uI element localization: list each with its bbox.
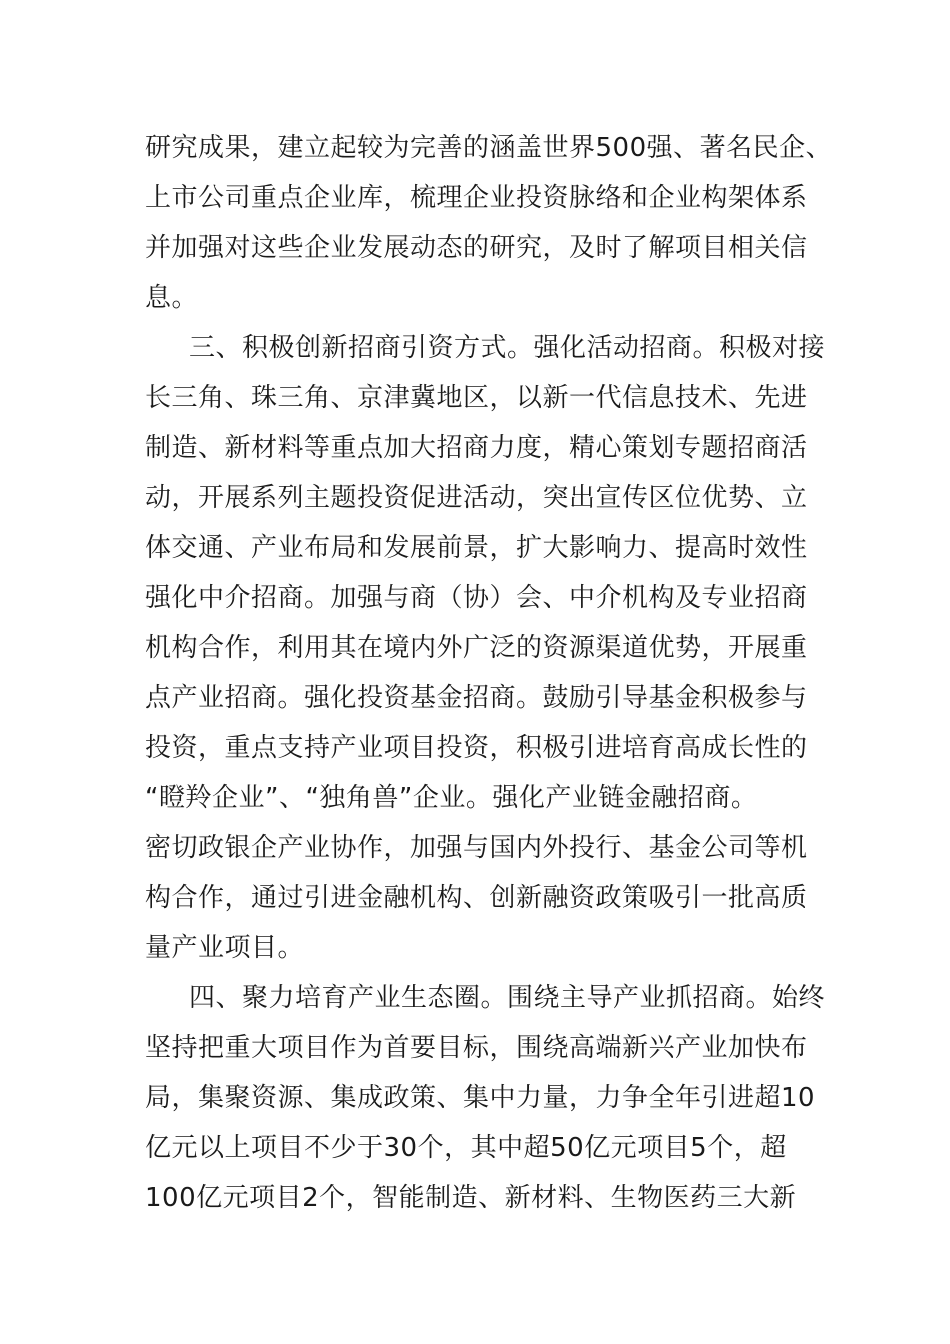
text-line: 长三角、珠三角、京津冀地区，以新一代信息技术、先进 — [145, 383, 808, 413]
text-line: 并加强对这些企业发展动态的研究，及时了解项目相关信 — [145, 233, 808, 263]
text-line: 亿元以上项目不少于30个，其中超50亿元项目5个，超 — [145, 1133, 787, 1163]
text-line: 密切政银企产业协作，加强与国内外投行、基金公司等机 — [145, 833, 808, 863]
text-line: 强化中介招商。加强与商（协）会、中介机构及专业招商 — [145, 583, 808, 613]
text-line: 制造、新材料等重点加大招商力度，精心策划专题招商活 — [145, 433, 808, 463]
text-line: “瞪羚企业”、“独角兽”企业。强化产业链金融招商。 — [145, 783, 758, 813]
text-line: 100亿元项目2个，智能制造、新材料、生物医药三大新 — [145, 1183, 797, 1213]
text-line: 机构合作，利用其在境内外广泛的资源渠道优势，开展重 — [145, 633, 808, 663]
text-line: 投资，重点支持产业项目投资，积极引进培育高成长性的 — [145, 733, 808, 763]
text-line: 动，开展系列主题投资促进活动，突出宣传区位优势、立 — [145, 483, 808, 513]
text-line: 构合作，通过引进金融机构、创新融资政策吸引一批高质 — [145, 883, 808, 913]
text-line: 点产业招商。强化投资基金招商。鼓励引导基金积极参与 — [145, 683, 808, 713]
text-line: 研究成果，建立起较为完善的涵盖世界500强、著名民企、 — [145, 133, 833, 163]
document-body — [145, 123, 833, 1223]
text-line: 量产业项目。 — [145, 933, 305, 963]
text-line: 四、聚力培育产业生态圈。围绕主导产业抓招商。始终 — [189, 983, 826, 1013]
text-line: 体交通、产业布局和发展前景，扩大影响力、提高时效性 — [145, 533, 808, 563]
text-line: 息。 — [145, 283, 199, 313]
text-line: 坚持把重大项目作为首要目标，围绕高端新兴产业加快布 — [145, 1033, 808, 1063]
text-line: 局，集聚资源、集成政策、集中力量，力争全年引进超10 — [145, 1083, 816, 1113]
text-line: 三、积极创新招商引资方式。强化活动招商。积极对接 — [189, 333, 826, 363]
text-line: 上市公司重点企业库，梳理企业投资脉络和企业构架体系 — [145, 183, 808, 213]
